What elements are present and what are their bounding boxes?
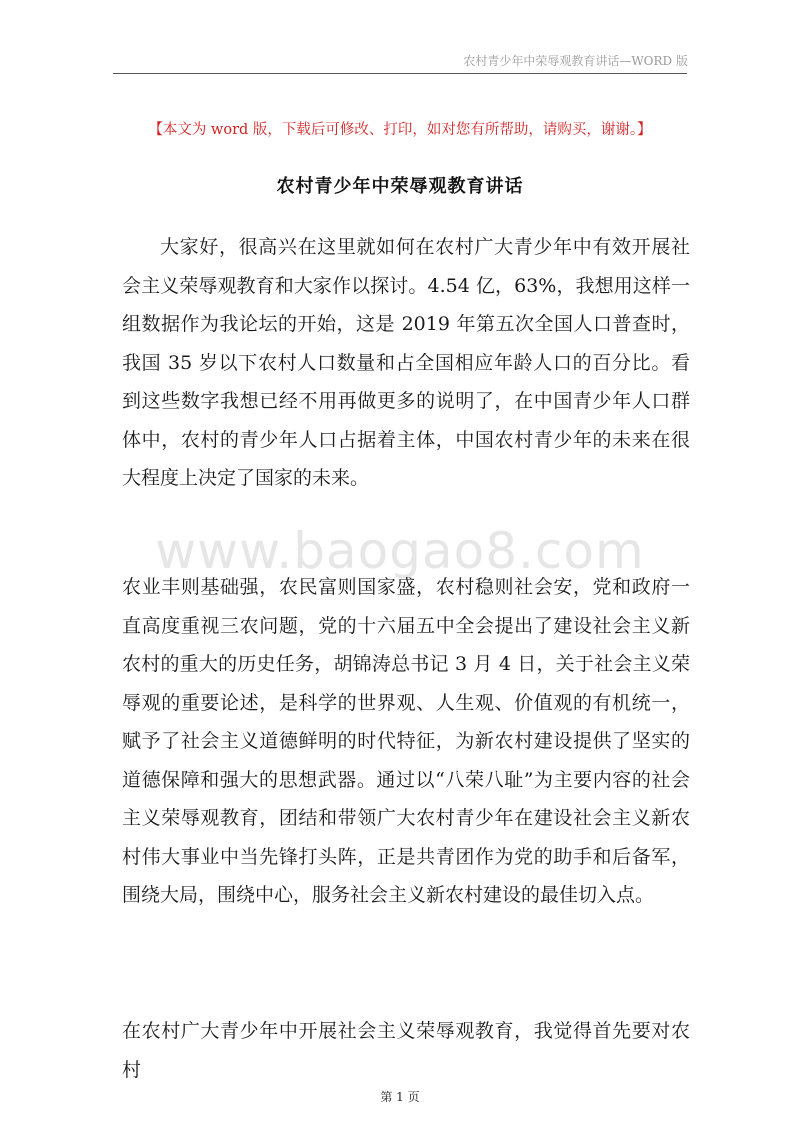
running-header: 农村青少年中荣辱观教育讲话—WORD 版 [463, 54, 688, 68]
page-number: 第 1 页 [380, 1090, 420, 1104]
paragraph-3: 在农村广大青少年中开展社会主义荣辱观教育，我觉得首先要对农村 [122, 1020, 690, 1081]
document-title: 农村青少年中荣辱观教育讲话 [276, 176, 524, 197]
purchase-notice: 【本文为 word 版，下载后可修改、打印，如对您有所帮助，请购买，谢谢。】 [148, 122, 652, 138]
watermark-text: www.baogao8.com [155, 522, 645, 580]
header-divider [113, 73, 687, 74]
paragraph-2: 农业丰则基础强，农民富则国家盛，农村稳则社会安，党和政府一直高度重视三农问题，党的十六届五中全会提出了建设社会主义新农村的重大的历史任务，胡锦涛总书记 3 月 4 日，关于社会主义荣辱观的重要论述，是科学的世界观、人生观、价值观的有机统一，赋予了社会主义道德鲜明的时代特征，为新农村建设提供了坚实的道德保障和强大的思想武器。通过以“八荣八耻”为主要内容的社会主义荣辱观教育，团结和带领广大农村青少年在建设社会主义新农村伟大事业中当先锋打头阵，正是共青团作为党的助手和后备军，围绕大局，围绕中心，服务社会主义新农村建设的最佳切入点。 [122, 576, 690, 906]
paragraph-1: 大家好，很高兴在这里就如何在农村广大青少年中有效开展社会主义荣辱观教育和大家作以探讨。4.54 亿，63%，我想用这样一组数据作为我论坛的开始，这是 2019 年第五次全国人口普查时，我国 35 岁以下农村人口数量和占全国相应年龄人口的百分比。看到这些数字我想已经不用再做更多的说明了，在中国青少年人口群体中，农村的青少年人口占据着主体，中国农村青少年的未来在很大程度上决定了国家的未来。 [122, 236, 690, 489]
